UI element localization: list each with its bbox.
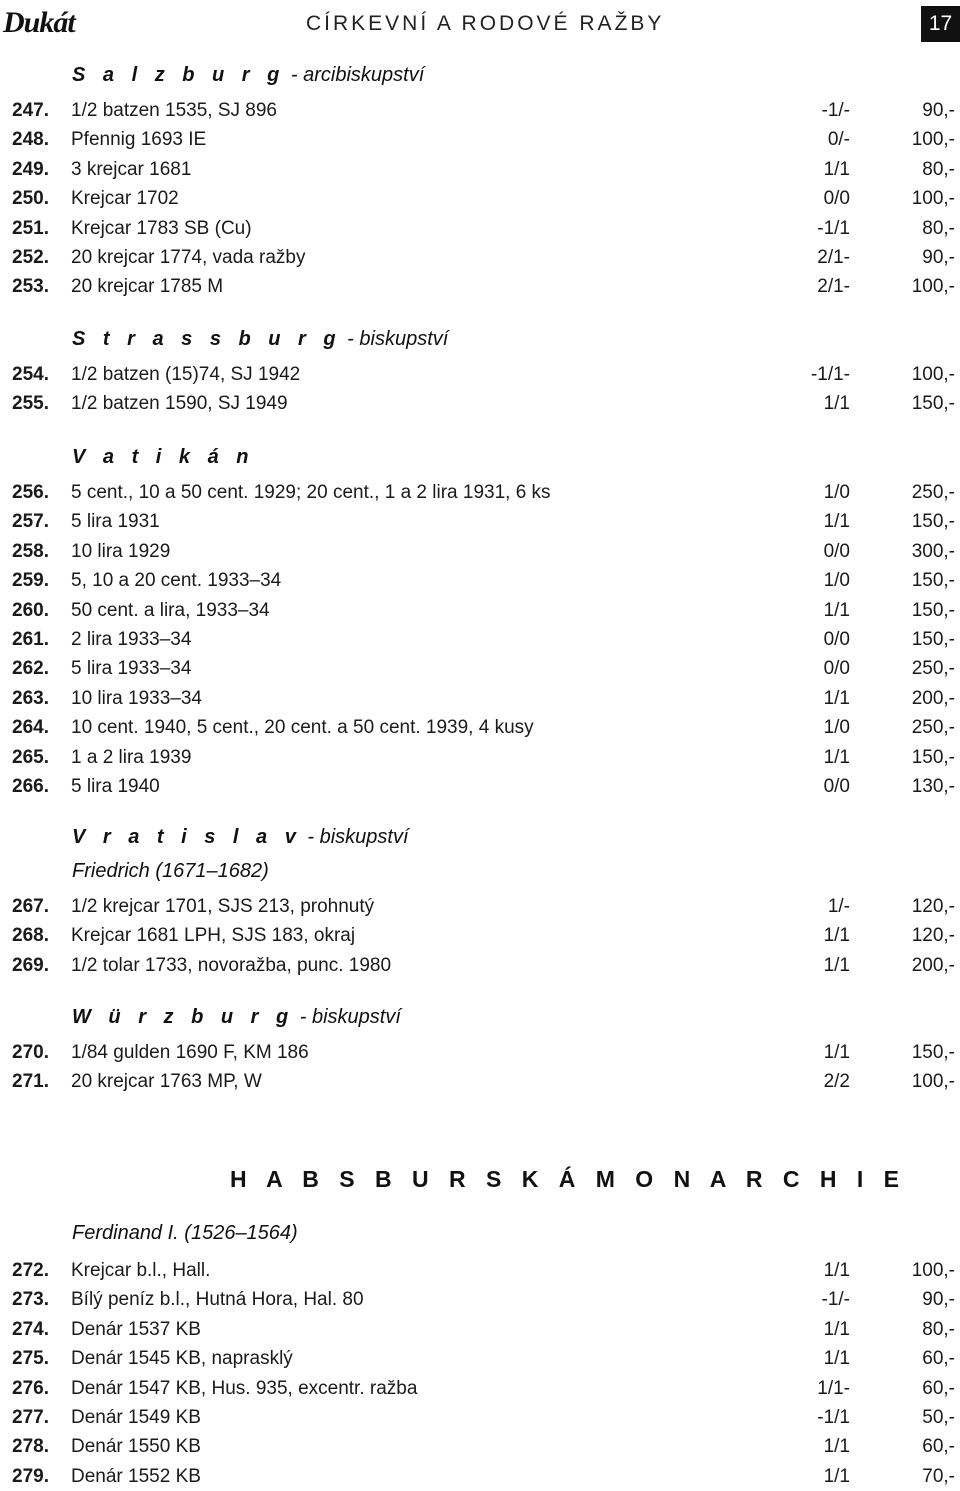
item-description: Krejcar 1783 SB (Cu) — [71, 217, 252, 239]
section-title — [72, 1006, 401, 1029]
catalog-row — [0, 1403, 960, 1432]
catalog-row — [0, 1256, 960, 1285]
item-grade: 1/1- — [817, 1377, 850, 1399]
section-name: W ü r z b u r g — [72, 1006, 295, 1028]
item-grade: 1/1 — [823, 954, 850, 976]
item-price: 100,- — [911, 276, 955, 298]
item-description: 10 lira 1933–34 — [71, 687, 202, 709]
item-grade: 1/1 — [823, 687, 850, 709]
catalog-row — [0, 1067, 960, 1096]
item-price: 200,- — [911, 954, 955, 976]
catalog-row — [0, 478, 960, 507]
catalog-row — [0, 625, 960, 654]
item-number: 263. — [12, 687, 49, 709]
item-number: 248. — [12, 129, 49, 151]
item-grade: 2/1- — [817, 247, 850, 268]
section-suffix: - arcibiskupství — [285, 64, 425, 86]
catalog-row — [0, 1432, 960, 1461]
item-grade: 1/0 — [823, 482, 850, 503]
catalog-row — [0, 389, 960, 418]
section-title — [72, 64, 424, 87]
item-number: 269. — [12, 954, 49, 976]
habsburg-title: H A B S B U R S K Á M O N A R C H I E — [230, 1166, 906, 1192]
page-header — [0, 0, 960, 52]
catalog-row — [0, 892, 960, 921]
item-description: Denár 1547 KB, Hus. 935, excentr. ražba — [71, 1377, 418, 1399]
item-number: 255. — [12, 393, 49, 415]
catalog-row — [0, 184, 960, 213]
section-title — [72, 826, 409, 849]
section-name: V a t i k á n — [72, 446, 255, 468]
item-grade: 1/1 — [823, 599, 850, 621]
item-price: 150,- — [911, 511, 955, 533]
section-suffix: - biskupství — [341, 328, 449, 350]
item-price: 300,- — [911, 540, 955, 562]
item-grade: 0/0 — [823, 629, 850, 650]
item-number: 264. — [12, 717, 49, 739]
item-description: 1/2 batzen 1590, SJ 1949 — [71, 393, 288, 415]
item-grade: 1/1 — [823, 1348, 850, 1370]
item-number: 278. — [12, 1436, 49, 1458]
item-description: 3 krejcar 1681 — [71, 158, 192, 180]
item-grade: 1/1 — [823, 746, 850, 768]
item-grade: 1/1 — [823, 1436, 850, 1458]
item-number: 270. — [12, 1042, 49, 1063]
item-price: 80,- — [922, 217, 955, 239]
item-grade: 0/0 — [823, 188, 850, 210]
item-number: 266. — [12, 776, 49, 797]
catalog-row — [0, 243, 960, 272]
item-price: 50,- — [922, 1407, 955, 1428]
item-number: 259. — [12, 570, 49, 592]
item-grade: 1/1 — [823, 511, 850, 533]
item-price: 90,- — [922, 100, 955, 121]
item-grade: 1/1 — [823, 1260, 850, 1281]
item-description: 5 lira 1931 — [71, 511, 160, 533]
item-price: 60,- — [922, 1436, 955, 1458]
item-description: Krejcar b.l., Hall. — [71, 1260, 211, 1281]
item-number: 276. — [12, 1377, 49, 1399]
item-description: Denár 1549 KB — [71, 1407, 201, 1428]
item-grade: 1/1 — [823, 1465, 850, 1487]
item-price: 90,- — [922, 1289, 955, 1311]
item-grade: 1/- — [827, 896, 850, 917]
item-price: 60,- — [922, 1377, 955, 1399]
item-price: 100,- — [911, 364, 955, 385]
section-suffix: - biskupství — [294, 1006, 401, 1028]
item-price: 130,- — [911, 776, 955, 797]
item-description: 5 lira 1933–34 — [71, 658, 192, 680]
item-description: 1 a 2 lira 1939 — [71, 746, 192, 768]
item-grade: 0/0 — [823, 776, 850, 797]
item-number: 271. — [12, 1071, 49, 1093]
item-description: 1/2 batzen 1535, SJ 896 — [71, 100, 277, 121]
item-grade: 0/- — [827, 129, 850, 151]
item-description: 5, 10 a 20 cent. 1933–34 — [71, 570, 282, 592]
catalog-row — [0, 1374, 960, 1403]
item-description: Denár 1552 KB — [71, 1465, 201, 1487]
item-number: 277. — [12, 1407, 49, 1428]
item-description: 20 krejcar 1785 M — [71, 276, 224, 298]
item-price: 90,- — [922, 247, 955, 268]
item-number: 256. — [12, 482, 49, 503]
catalog-row — [0, 951, 960, 980]
catalog-row — [0, 743, 960, 772]
item-description: 1/84 gulden 1690 F, KM 186 — [71, 1042, 309, 1063]
catalog-row — [0, 684, 960, 713]
item-description: 20 krejcar 1763 MP, W — [71, 1071, 262, 1093]
item-description: Bílý peníz b.l., Hutná Hora, Hal. 80 — [71, 1289, 364, 1311]
item-price: 150,- — [911, 629, 955, 650]
item-price: 100,- — [911, 188, 955, 210]
item-description: Krejcar 1681 LPH, SJS 183, okraj — [71, 925, 356, 947]
section-subtitle: Friedrich (1671–1682) — [72, 860, 269, 882]
item-number: 274. — [12, 1318, 49, 1340]
item-number: 273. — [12, 1289, 49, 1311]
item-description: 10 cent. 1940, 5 cent., 20 cent. a 50 cent. 1939, 4 kusy — [71, 717, 534, 739]
section-title — [72, 328, 448, 351]
item-description: 5 cent., 10 a 50 cent. 1929; 20 cent., 1 a 2 lira 1931, 6 ks — [71, 482, 551, 503]
catalog-row — [0, 566, 960, 595]
item-price: 150,- — [911, 393, 955, 415]
item-number: 253. — [12, 276, 49, 298]
item-number: 254. — [12, 364, 49, 385]
item-number: 257. — [12, 511, 49, 533]
item-price: 80,- — [922, 1318, 955, 1340]
catalog-row — [0, 921, 960, 950]
item-price: 100,- — [911, 1071, 955, 1093]
item-price: 150,- — [911, 746, 955, 768]
catalog-row — [0, 537, 960, 566]
item-grade: 1/1 — [823, 393, 850, 415]
item-description: 10 lira 1929 — [71, 540, 171, 562]
catalog-row — [0, 1315, 960, 1344]
item-number: 265. — [12, 746, 49, 768]
item-price: 120,- — [911, 925, 955, 947]
section-suffix: - biskupství — [301, 826, 409, 848]
item-description: 1/2 tolar 1733, novoražba, punc. 1980 — [71, 954, 392, 976]
item-price: 250,- — [911, 658, 955, 680]
item-price: 120,- — [911, 896, 955, 917]
item-price: 150,- — [911, 570, 955, 592]
item-number: 260. — [12, 599, 49, 621]
item-grade: 1/1 — [823, 1042, 850, 1063]
catalog-row — [0, 654, 960, 683]
catalog-row — [0, 125, 960, 154]
item-description: 2 lira 1933–34 — [71, 629, 192, 650]
catalog-row — [0, 1038, 960, 1067]
item-price: 250,- — [911, 717, 955, 739]
catalog-row — [0, 214, 960, 243]
item-price: 100,- — [911, 129, 955, 151]
catalog-row — [0, 96, 960, 125]
item-number: 252. — [12, 247, 49, 268]
item-number: 261. — [12, 629, 49, 650]
item-number: 250. — [12, 188, 49, 210]
item-description: Denár 1550 KB — [71, 1436, 201, 1458]
item-number: 258. — [12, 540, 49, 562]
item-number: 268. — [12, 925, 49, 947]
item-grade: -1/1 — [817, 217, 850, 239]
item-description: Pfennig 1693 IE — [71, 129, 207, 151]
catalog-row — [0, 1344, 960, 1373]
item-price: 60,- — [922, 1348, 955, 1370]
item-number: 279. — [12, 1465, 49, 1487]
item-number: 262. — [12, 658, 49, 680]
item-description: 1/2 krejcar 1701, SJS 213, prohnutý — [71, 896, 375, 917]
section-title — [72, 446, 254, 469]
item-description: 50 cent. a lira, 1933–34 — [71, 599, 270, 621]
catalog-row — [0, 155, 960, 184]
item-number: 247. — [12, 100, 49, 121]
section-name: V r a t i s l a v — [72, 826, 302, 848]
item-price: 80,- — [922, 158, 955, 180]
item-grade: 2/2 — [823, 1071, 850, 1093]
page-title: CÍRKEVNÍ A RODOVÉ RAŽBY — [306, 12, 665, 35]
item-price: 150,- — [911, 1042, 955, 1063]
item-number: 272. — [12, 1260, 49, 1281]
item-grade: 0/0 — [823, 658, 850, 680]
catalog-row — [0, 713, 960, 742]
item-price: 150,- — [911, 599, 955, 621]
section-name: S a l z b u r g — [72, 64, 286, 86]
item-number: 251. — [12, 217, 49, 239]
catalog-row — [0, 272, 960, 301]
catalog-row — [0, 1285, 960, 1314]
catalog-row — [0, 507, 960, 536]
item-grade: 1/0 — [823, 570, 850, 592]
item-grade: 1/1 — [823, 1318, 850, 1340]
catalog-row — [0, 360, 960, 389]
item-description: Denár 1537 KB — [71, 1318, 201, 1340]
ruler-subtitle: Ferdinand I. (1526–1564) — [72, 1222, 298, 1244]
item-grade: 1/1 — [823, 925, 850, 947]
item-grade: -1/- — [821, 100, 850, 121]
page-number: 17 — [921, 6, 960, 42]
item-number: 275. — [12, 1348, 49, 1370]
item-grade: -1/1 — [817, 1407, 850, 1428]
item-price: 250,- — [911, 482, 955, 503]
item-grade: 1/0 — [823, 717, 850, 739]
item-description: Denár 1545 KB, naprasklý — [71, 1348, 293, 1370]
item-grade: 1/1 — [823, 158, 850, 180]
item-grade: 2/1- — [817, 276, 850, 298]
item-description: Krejcar 1702 — [71, 188, 179, 210]
dukat-logo: Dukát — [3, 6, 75, 39]
item-grade: -1/1- — [810, 364, 850, 385]
item-price: 70,- — [922, 1465, 955, 1487]
item-price: 200,- — [911, 687, 955, 709]
item-number: 249. — [12, 158, 49, 180]
item-grade: -1/- — [821, 1289, 850, 1311]
catalog-row — [0, 772, 960, 801]
catalog-row — [0, 596, 960, 625]
item-description: 1/2 batzen (15)74, SJ 1942 — [71, 364, 301, 385]
item-price: 100,- — [911, 1260, 955, 1281]
item-grade: 0/0 — [823, 540, 850, 562]
catalog-row — [0, 1462, 960, 1491]
item-number: 267. — [12, 896, 49, 917]
item-description: 20 krejcar 1774, vada ražby — [71, 247, 306, 268]
item-description: 5 lira 1940 — [71, 776, 160, 797]
section-name: S t r a s s b u r g — [72, 328, 342, 350]
